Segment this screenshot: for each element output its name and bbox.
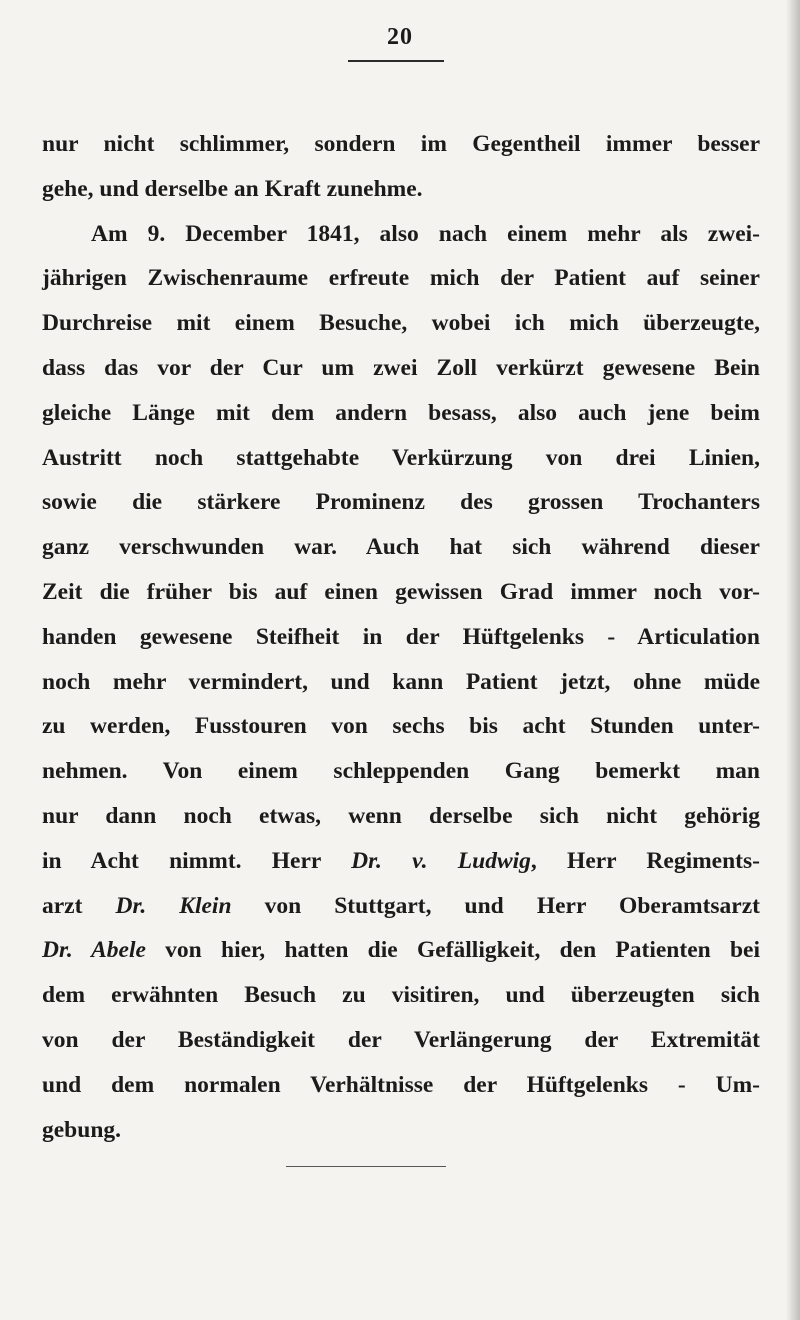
name-ludwig: Dr. v. Ludwig [351, 847, 531, 874]
text-line: handen gewesene Steifheit in der Hüftgelenks - Articulation [42, 623, 760, 650]
text-line: ganz verschwunden war. Auch hat sich während dieser [42, 534, 760, 561]
name-abele: Dr. Abele [42, 937, 146, 964]
text-line: Dr. Abele von hier, hatten die Gefälligkeit, den Patienten bei [42, 937, 760, 964]
text-line: nehmen. Von einem schleppenden Gang bemerkt man [42, 758, 760, 785]
text-line: Am 9. December 1841, also nach einem mehr als zwei- [91, 220, 760, 247]
text-line: nur nicht schlimmer, sondern im Gegentheil immer besser [42, 131, 760, 157]
text-line: sowie die stärkere Prominenz des grossen Trochanters [42, 489, 760, 516]
text-line: Zeit die früher bis auf einen gewissen Grad immer noch vor- [42, 578, 760, 605]
text-line: arzt Dr. Klein von Stuttgart, und Herr Oberamtsarzt [42, 892, 760, 919]
text-line: dass das vor der Cur um zwei Zoll verkürzt gewesene Bein [42, 354, 760, 381]
text-line: zu werden, Fusstouren von sechs bis acht Stunden unter- [42, 713, 760, 740]
text-line: Austritt noch stattgehabte Verkürzung von drei Linien, [42, 444, 760, 471]
text-line: und dem normalen Verhältnisse der Hüftgelenks - Um- [42, 1071, 760, 1098]
text-line: von der Beständigkeit der Verlängerung der Extremität [42, 1026, 760, 1053]
text-line: jährigen Zwischenraume erfreute mich der Patient auf seiner [42, 265, 760, 292]
text-line: gehe, und derselbe an Kraft zunehme. [42, 175, 423, 202]
footer-rule [286, 1166, 446, 1167]
text-line: gebung. [42, 1116, 122, 1143]
text-line: gleiche Länge mit dem andern besass, also auch jene beim [42, 399, 760, 426]
page-number: 20 [387, 24, 413, 50]
text-line: dem erwähnten Besuch zu visitiren, und überzeugten sich [42, 982, 760, 1009]
text-line: in Acht nimmt. Herr Dr. v. Ludwig, Herr Regiments- [42, 847, 760, 874]
page-number-rule [348, 60, 444, 62]
text-line: nur dann noch etwas, wenn derselbe sich nicht gehörig [42, 802, 760, 829]
body-text [42, 122, 760, 1152]
text-line: Durchreise mit einem Besuche, wobei ich mich überzeugte, [42, 310, 760, 337]
page-edge-shadow [786, 0, 800, 1320]
text-line: noch mehr vermindert, und kann Patient jetzt, ohne müde [42, 668, 760, 695]
name-klein: Dr. Klein [115, 892, 232, 919]
